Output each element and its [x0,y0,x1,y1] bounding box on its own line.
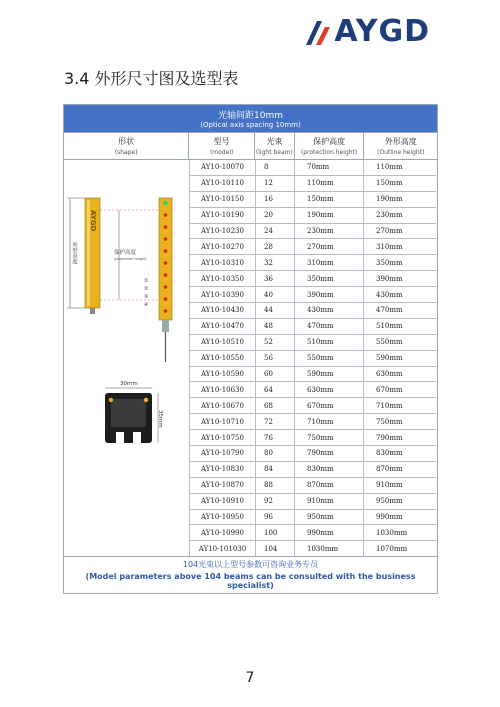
bar-brand-text: AYGD [89,210,97,232]
row-beam: 84 [255,462,294,477]
table-row [189,207,436,223]
section-title: 3.4 外形尺寸图及选型表 [64,69,239,88]
row-outline-height: 110mm [363,160,436,175]
row-protection-height: 990mm [294,525,363,540]
row-outline-height: 910mm [363,478,436,493]
row-protection-height: 750mm [294,430,363,445]
row-beam: 12 [255,176,294,191]
row-beam: 104 [255,541,294,556]
row-model: AY10-10870 [189,478,255,493]
svg-text:③: ③ [144,294,149,300]
row-model: AY10-10270 [189,239,255,254]
shape-drawing [64,160,189,535]
row-protection-height: 550mm [294,351,363,366]
col-shape: 形状 (shape) [114,137,138,156]
row-model: AY10-10830 [189,462,255,477]
row-outline-height: 830mm [363,446,436,461]
row-beam: 28 [255,239,294,254]
table-row [189,540,436,556]
page-number: 7 [245,670,255,686]
row-outline-height: 710mm [363,398,436,413]
outline-label-zh: 外形高度 [71,242,77,264]
row-outline-height: 350mm [363,255,436,270]
row-protection-height: 950mm [294,510,363,525]
row-model: AY10-10630 [189,382,255,397]
width-dim: 30mm [120,381,138,387]
row-protection-height: 150mm [294,192,363,207]
table-row [189,477,436,493]
row-protection-height: 830mm [294,462,363,477]
row-outline-height: 550mm [363,335,436,350]
row-model: AY10-10510 [189,335,255,350]
row-model: AY10-10070 [189,160,255,175]
table-row [189,429,436,445]
row-outline-height: 150mm [363,176,436,191]
table-row [189,286,436,302]
row-model: AY10-10110 [189,176,255,191]
row-beam: 76 [255,430,294,445]
column-headers [64,132,437,159]
table-row [189,350,436,366]
table-row [189,413,436,429]
row-outline-height: 470mm [363,303,436,318]
row-model: AY10-10430 [189,303,255,318]
row-protection-height: 390mm [294,287,363,302]
table-row [189,191,436,207]
logo-mark-icon [304,17,334,47]
light-curtain-drawing [64,160,189,535]
row-outline-height: 590mm [363,351,436,366]
row-beam: 8 [255,160,294,175]
row-model: AY10-10350 [189,271,255,286]
row-protection-height: 430mm [294,303,363,318]
svg-text:④: ④ [144,302,149,308]
depth-dim: 35mm [157,410,163,428]
table-header-zh: 光轴间距10mm [218,111,283,121]
table-row [189,318,436,334]
row-outline-height: 510mm [363,319,436,334]
row-model: AY10-10190 [189,208,255,223]
row-model: AY10-10390 [189,287,255,302]
row-beam: 36 [255,271,294,286]
row-protection-height: 790mm [294,446,363,461]
row-protection-height: 510mm [294,335,363,350]
row-protection-height: 230mm [294,224,363,239]
table-row [189,397,436,413]
row-beam: 44 [255,303,294,318]
table-row [189,175,436,191]
row-protection-height: 110mm [294,176,363,191]
row-model: AY10-10470 [189,319,255,334]
row-outline-height: 670mm [363,382,436,397]
col-protection-height: 保护高度 (protection height) [294,133,364,159]
svg-text:②: ② [144,286,149,292]
row-beam: 32 [255,255,294,270]
row-outline-height: 990mm [363,510,436,525]
row-beam: 72 [255,414,294,429]
row-outline-height: 750mm [363,414,436,429]
table-row [189,238,436,254]
row-model: AY10-10910 [189,494,255,509]
protect-label-en: (protection height) [114,257,147,261]
row-model: AY10-10750 [189,430,255,445]
row-beam: 40 [255,287,294,302]
col-beam: 光束 (light beam) [254,133,294,159]
table-row [189,366,436,382]
row-outline-height: 270mm [363,224,436,239]
row-beam: 52 [255,335,294,350]
table-row [189,381,436,397]
row-outline-height: 1070mm [363,541,436,556]
table-row [189,302,436,318]
row-beam: 100 [255,525,294,540]
row-beam: 80 [255,446,294,461]
table-row [189,524,436,540]
row-beam: 92 [255,494,294,509]
table-row [189,445,436,461]
brand-logo [304,16,430,48]
table-header [64,105,437,132]
row-outline-height: 230mm [363,208,436,223]
row-beam: 64 [255,382,294,397]
row-model: AY10-10790 [189,446,255,461]
row-model: AY10-10550 [189,351,255,366]
row-model: AY10-10670 [189,398,255,413]
row-beam: 48 [255,319,294,334]
table-row [189,493,436,509]
row-protection-height: 630mm [294,382,363,397]
table-row [189,223,436,239]
row-model: AY10-10230 [189,224,255,239]
col-outline-height: 外形高度 (Outline height) [363,133,437,159]
row-outline-height: 390mm [363,271,436,286]
row-protection-height: 310mm [294,255,363,270]
footer-zh: 104光束以上型号参数可咨询业务专员 [182,560,319,570]
table-row [189,334,436,350]
svg-text:①: ① [144,278,149,284]
table-row [189,254,436,270]
row-beam: 88 [255,478,294,493]
row-protection-height: 670mm [294,398,363,413]
row-outline-height: 870mm [363,462,436,477]
table-rows [189,160,436,556]
row-outline-height: 630mm [363,367,436,382]
logo-text: AYGD [334,14,430,49]
table-row [189,509,436,525]
row-beam: 96 [255,510,294,525]
row-model: AY10-10990 [189,525,255,540]
table-row [189,461,436,477]
row-model: AY10-10590 [189,367,255,382]
row-outline-height: 950mm [363,494,436,509]
col-model: 型号 (model) [188,133,254,159]
table-row [189,270,436,286]
selection-table [63,104,438,594]
protect-label-zh: 保护高度 [114,250,137,256]
row-beam: 68 [255,398,294,413]
row-model: AY10-10710 [189,414,255,429]
row-outline-height: 190mm [363,192,436,207]
row-outline-height: 310mm [363,239,436,254]
row-protection-height: 70mm [294,160,363,175]
row-protection-height: 590mm [294,367,363,382]
table-footer [64,556,437,593]
row-outline-height: 430mm [363,287,436,302]
row-outline-height: 1030mm [363,525,436,540]
row-protection-height: 710mm [294,414,363,429]
row-protection-height: 870mm [294,478,363,493]
row-protection-height: 470mm [294,319,363,334]
row-protection-height: 190mm [294,208,363,223]
row-beam: 16 [255,192,294,207]
row-protection-height: 350mm [294,271,363,286]
footer-en: (Model parameters above 104 beams can be consulted with the business specialist) [85,572,416,591]
row-beam: 20 [255,208,294,223]
row-beam: 56 [255,351,294,366]
row-protection-height: 910mm [294,494,363,509]
row-beam: 60 [255,367,294,382]
row-outline-height: 790mm [363,430,436,445]
row-protection-height: 1030mm [294,541,363,556]
table-row [189,160,436,175]
table-header-en: (Optical axis spacing 10mm) [200,121,301,129]
row-model: AY10-101030 [189,541,255,556]
row-model: AY10-10150 [189,192,255,207]
row-beam: 24 [255,224,294,239]
row-model: AY10-10950 [189,510,255,525]
row-protection-height: 270mm [294,239,363,254]
row-model: AY10-10310 [189,255,255,270]
